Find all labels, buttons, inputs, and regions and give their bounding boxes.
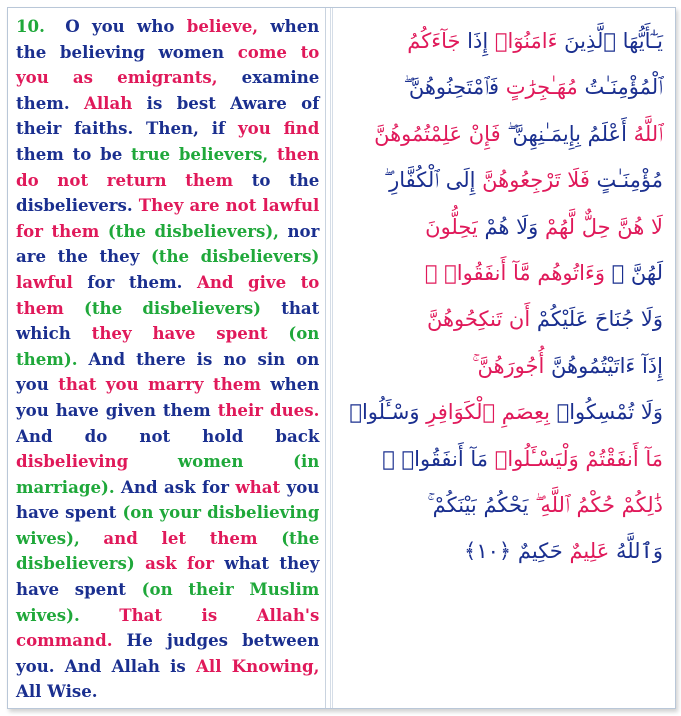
arabic-segment: حَكِيمٌ ﴿١٠﴾ (464, 539, 563, 564)
translation-segment: what they have spent (16, 553, 320, 600)
arabic-segment: فَإِنْ عَلِمْتُمُوهُنَّ (374, 121, 501, 146)
arabic-segment: لَا هُنَّ حِلٌّ لَّهُمْ (538, 214, 663, 239)
translation-segment: as emigrants, (48, 67, 218, 88)
arabic-segment: إِلَى ٱلْكُفَّارِ ۖ (383, 168, 476, 193)
arabic-segment: جَآءَكُمُ (407, 29, 461, 53)
arabic-line (349, 528, 663, 574)
translation-segment: (the disbelievers) (16, 527, 320, 574)
translation-segment: when you have given them (16, 374, 320, 420)
arabic-line (349, 157, 663, 203)
translation-segment: (the disbelievers) (150, 246, 320, 267)
arabic-segment: وَلَا هُمْ (477, 214, 539, 239)
arabic-segment: يَـٰٓأَيُّهَا ٱلَّذِينَ (557, 29, 663, 53)
arabic-line (349, 296, 663, 342)
translation-segment: Allah (84, 92, 133, 113)
arabic-line (349, 64, 663, 110)
translation-segment: They are not lawful for them (16, 195, 320, 241)
translation-segment: That is Allah's command. (16, 604, 320, 651)
arabic-segment: ءَامَنُوٓا۟ (488, 29, 558, 53)
arabic-segment: مُؤْمِنَـٰتٍ (589, 168, 663, 193)
arabic-segment: يَحِلُّونَ (425, 214, 478, 239)
translation-segment: (on your disbelieving wives), (16, 502, 320, 548)
translation-segment: O you who (65, 16, 187, 36)
arabic-segment: أَن تَنكِحُوهُنَّ (427, 307, 531, 332)
arabic-segment: ٱللَّهُ (626, 121, 663, 146)
arabic-segment: ٱلْمُؤْمِنَـٰتُ (577, 75, 663, 100)
arabic-segment: وَءَاتُوهُم (530, 260, 605, 285)
arabic-segment: مَّآ أَنفَقُوا۟ ۚ (424, 260, 531, 285)
translation-segment: (the disbelievers) (63, 297, 262, 318)
translation-segment: you have spent (16, 476, 320, 523)
translation-segment: And give to them (16, 271, 320, 318)
arabic-segment: مَآ أَنفَقْتُمْ (578, 446, 663, 471)
arabic-segment: وَٱللَّهُ (609, 539, 663, 564)
translation-segment: And do not hold back (16, 425, 320, 446)
translation-segment: (the disbelievers), (99, 220, 279, 241)
arabic-segment: وَلَا جُنَاحَ عَلَيْكُمْ (530, 307, 663, 332)
translation-segment: He judges between you. And Allah is (16, 630, 320, 676)
translation-segment: to the disbelievers. (16, 169, 320, 216)
arabic-segment: ذَٰلِكُمْ حُكْمُ ٱللَّهِ ۖ (528, 492, 663, 517)
arabic-segment: وَلْيَسْـَٔلُوا۟ (488, 446, 579, 471)
arabic-segment: إِذَآ ءَاتَيْتُمُوهُنَّ (544, 353, 663, 378)
translation-segment: (on their Muslim wives). (16, 579, 320, 625)
arabic-line (349, 18, 663, 64)
english-translation (16, 14, 319, 705)
translation-segment: that you marry them (58, 374, 261, 395)
arabic-segment: فَلَا تَرْجِعُوهُنَّ (475, 168, 590, 193)
translation-segment: and let them (79, 527, 258, 548)
translation-segment: lawful (16, 271, 73, 292)
translation-column (8, 8, 326, 708)
translation-segment: ask for (134, 553, 214, 574)
verse-panel (7, 7, 676, 709)
translation-segment: they have spent (91, 323, 268, 344)
arabic-segment: إِذَا (460, 29, 489, 53)
arabic-line (349, 343, 663, 389)
translation-segment: for them. (72, 271, 197, 292)
arabic-segment: بِعِصَمِ ٱلْكَوَافِرِ (419, 400, 550, 425)
arabic-segment: مَآ أَنفَقُوا۟ ۚ (382, 446, 489, 471)
arabic-segment: أُجُورَهُنَّ ۚ (472, 353, 545, 378)
translation-segment: disbelieving (16, 451, 129, 472)
arabic-line (349, 250, 663, 296)
translation-segment: examine them. (16, 67, 320, 113)
arabic-line (349, 482, 663, 528)
arabic-segment: لَهُنَّ ۖ (604, 260, 663, 285)
arabic-line (349, 111, 663, 157)
translation-segment: when the believing women (16, 16, 320, 62)
translation-segment: what (235, 476, 281, 497)
arabic-line (349, 436, 663, 482)
translation-segment: true believers, (131, 143, 269, 164)
translation-segment: that which (16, 297, 320, 344)
arabic-segment: أَعْلَمُ بِإِيمَـٰنِهِنَّ ۖ (500, 121, 627, 146)
arabic-segment: عَلِيمٌ (562, 539, 610, 564)
arabic-segment: فَٱمْتَحِنُوهُنَّ ۖ (403, 75, 500, 100)
translation-segment: their dues. (217, 399, 320, 420)
verse-number: 10. (16, 16, 45, 36)
translation-segment: believe, (186, 16, 259, 36)
translation-segment: All Knowing, (196, 655, 320, 676)
translation-segment: And ask for (114, 476, 236, 497)
arabic-segment: مُهَـٰجِرَٰتٍ (499, 75, 578, 100)
translation-segment: women (in marriage). (16, 451, 320, 497)
translation-segment: come to you (16, 41, 320, 88)
translation-segment: And there is no sin on you (16, 348, 320, 395)
translation-segment: them to be (16, 143, 132, 164)
arabic-segment: يَحْكُمُ بَيْنَكُمْ ۚ (427, 492, 529, 517)
arabic-line (349, 389, 663, 435)
arabic-line (349, 204, 663, 250)
translation-segment: (on them). (16, 323, 320, 369)
translation-segment: is best Aware of their faiths. Then, if (16, 92, 320, 139)
translation-segment: then do not return them (16, 143, 320, 190)
arabic-segment: وَلَا تُمْسِكُوا۟ (549, 400, 663, 425)
arabic-column (330, 8, 675, 708)
translation-segment: All Wise. (16, 681, 98, 702)
arabic-segment: وَسْـَٔلُوا۟ (349, 400, 420, 425)
translation-segment: nor are the they (16, 220, 320, 267)
translation-segment: you find (238, 118, 320, 139)
